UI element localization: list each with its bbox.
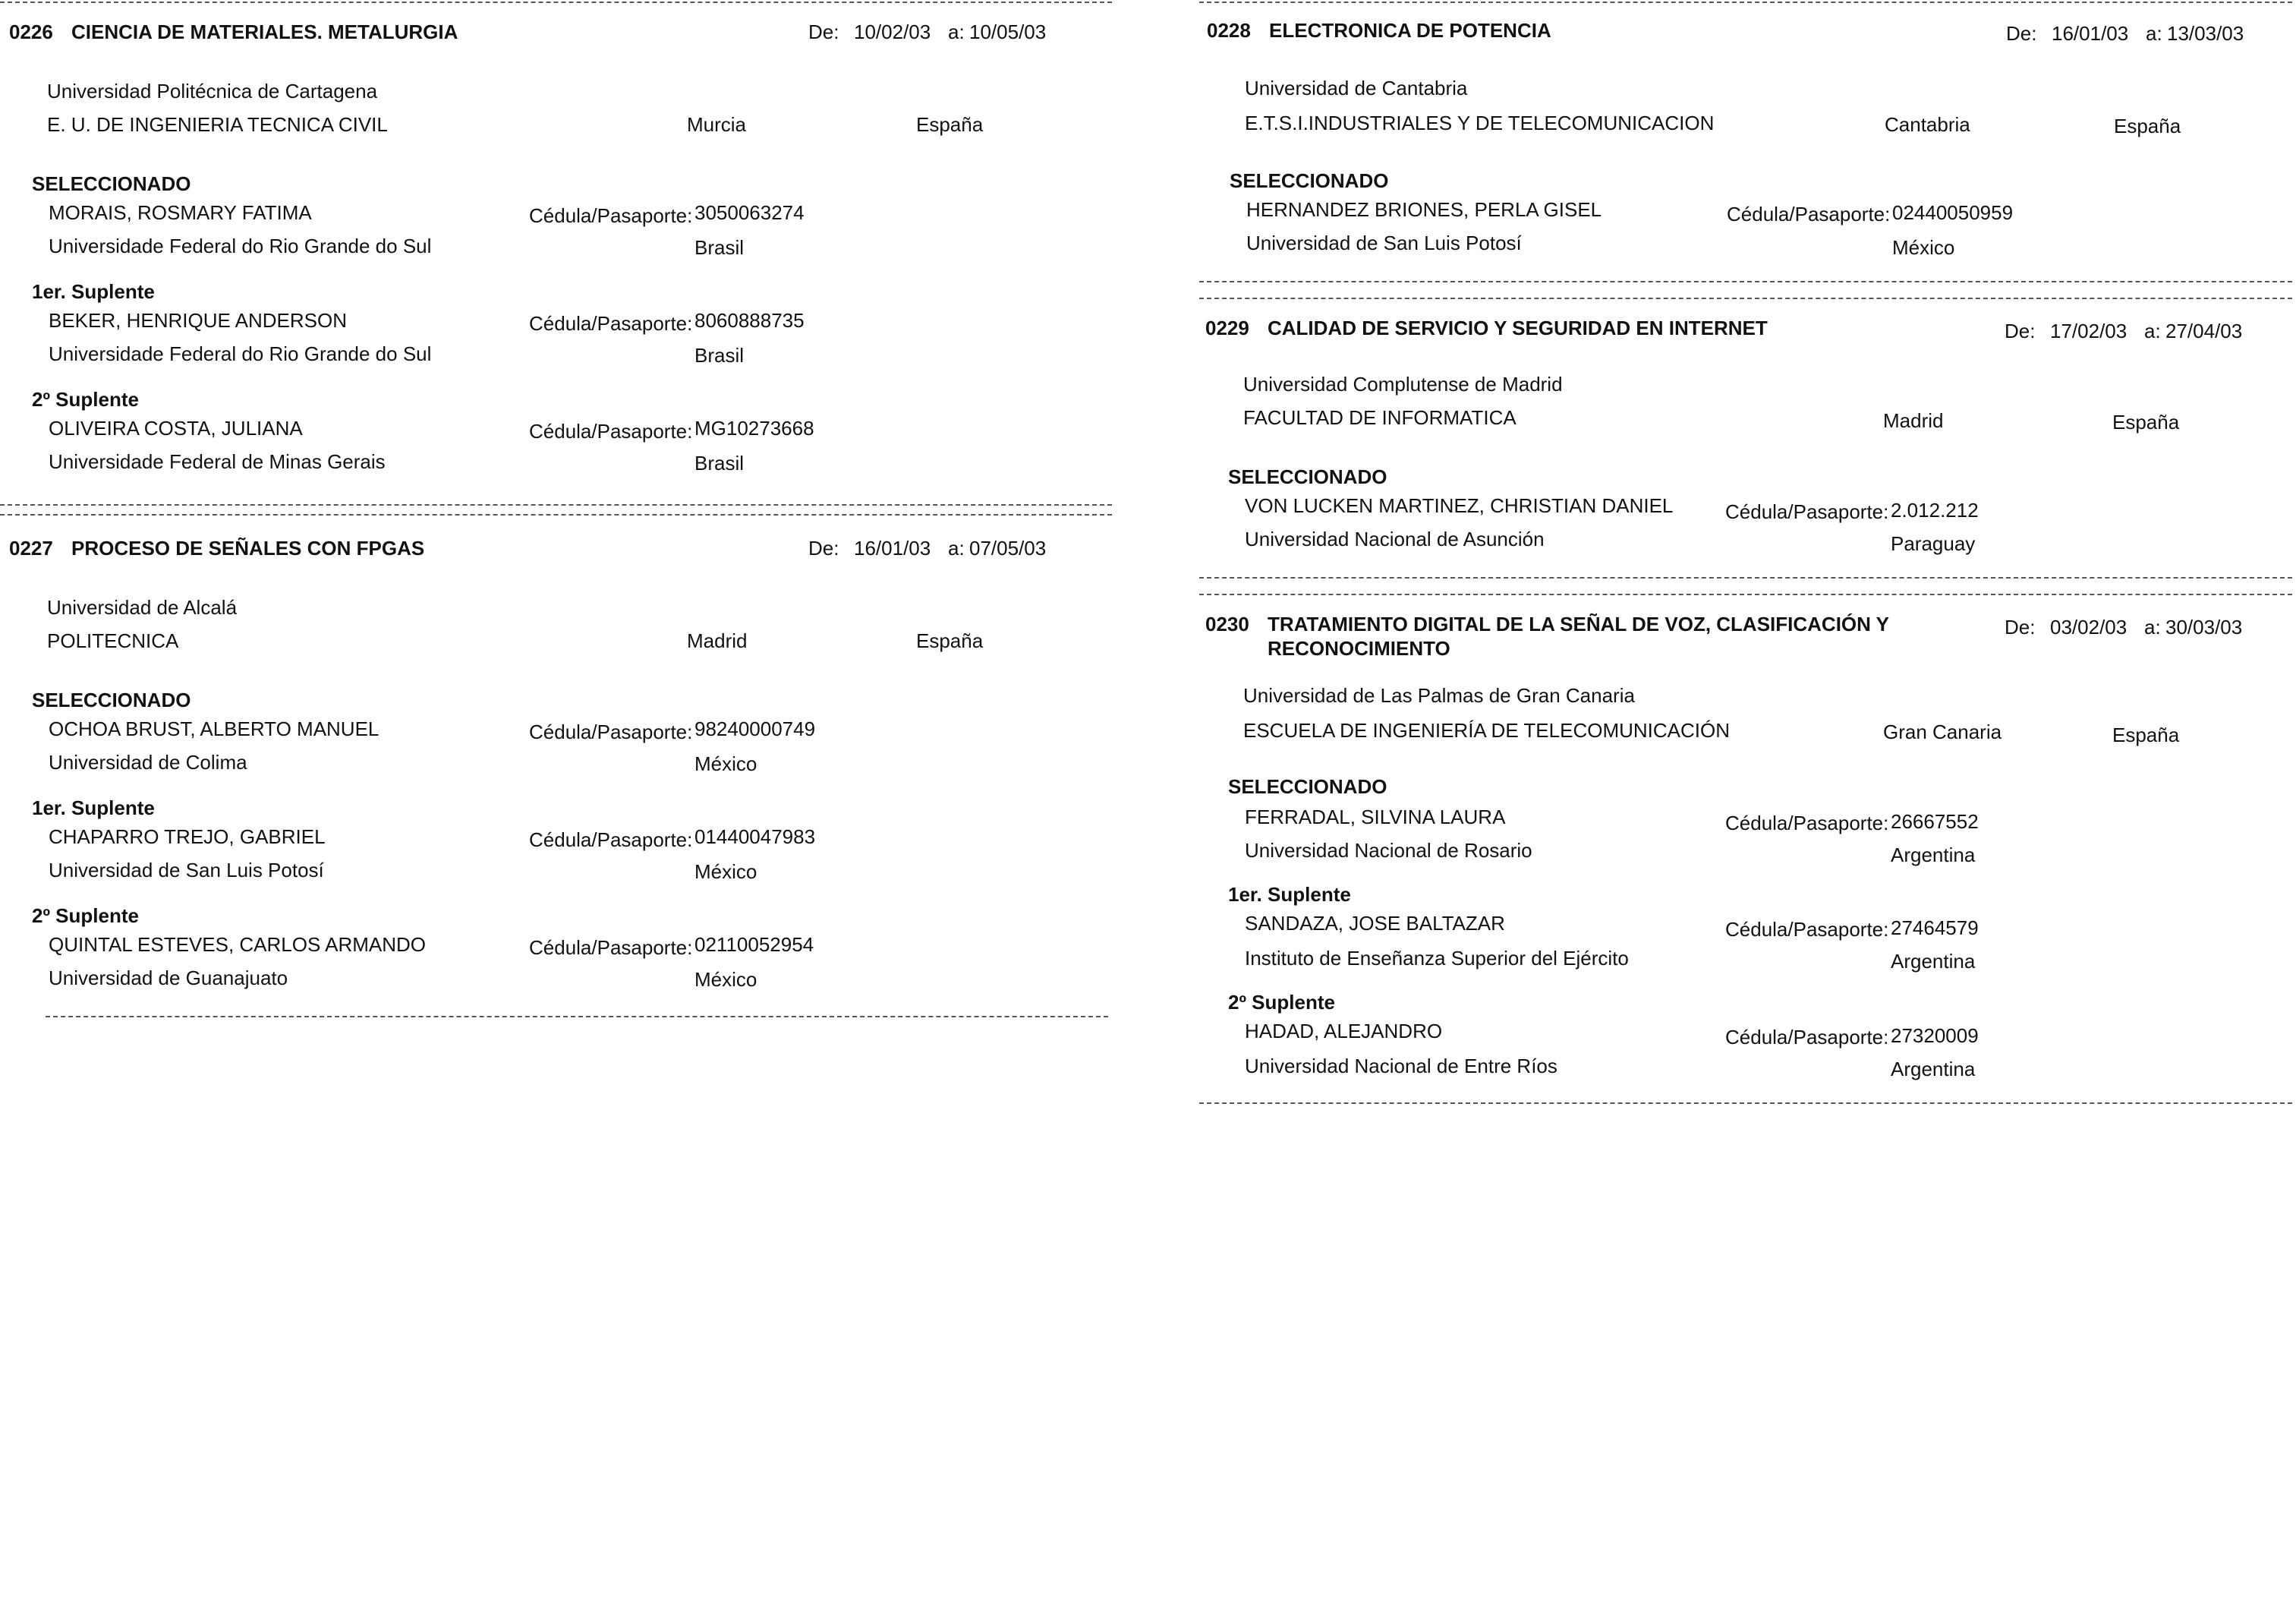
person-id: 26667552 [1891,810,1979,833]
person-name: HADAD, ALEJANDRO [1245,1020,1443,1042]
person-university: Universidad de San Luis Potosí [1246,232,1522,254]
id-label: Cédula/Pasaporte: [529,312,693,335]
separator-line [1199,594,2292,595]
person-name: SANDAZA, JOSE BALTAZAR [1245,912,1505,935]
id-label: Cédula/Pasaporte: [529,204,693,227]
person-nationality: Argentina [1891,950,1976,973]
role-selected: SELECCIONADO [32,172,191,195]
host-city: Gran Canaria [1883,721,2002,743]
person-name: CHAPARRO TREJO, GABRIEL [49,825,326,848]
person-id: MG10273668 [694,417,814,440]
host-country: España [916,113,984,136]
course-code: 0230 [1205,613,1249,635]
separator-line [1199,281,2292,282]
from-date: 03/02/03 [2050,616,2128,639]
host-university: Universidad Complutense de Madrid [1243,373,1563,396]
person-id: 02440050959 [1892,201,2014,224]
course-code: 0228 [1207,19,1251,42]
course-title: TRATAMIENTO DIGITAL DE LA SEÑAL DE VOZ, CLASIFICACIÓN Y RECONOCIMIENTO [1268,613,1889,660]
separator-line [46,1016,1108,1017]
person-nationality: Brasil [694,452,745,475]
to-date: 10/05/03 [969,20,1047,43]
person-university: Universidad Nacional de Asunción [1245,528,1545,550]
from-date: 17/02/03 [2050,320,2128,342]
to-label: a: [948,20,965,43]
host-city: Madrid [687,629,748,652]
id-label: Cédula/Pasaporte: [529,828,693,851]
from-label: De: [2005,616,2036,639]
to-date: 07/05/03 [969,537,1047,560]
person-id: 8060888735 [694,309,805,332]
to-label: a: [948,537,965,560]
to-date: 27/04/03 [2165,320,2243,342]
host-school: E.T.S.I.INDUSTRIALES Y DE TELECOMUNICACION [1245,112,1715,134]
person-university: Universidade Federal de Minas Gerais [49,450,386,473]
role-substitute-1: 1er. Suplente [1228,883,1351,906]
host-city: Murcia [687,113,747,136]
course-title: CALIDAD DE SERVICIO Y SEGURIDAD EN INTERNET [1268,317,1768,339]
id-label: Cédula/Pasaporte: [1725,812,1889,834]
person-nationality: México [694,860,757,883]
person-nationality: Paraguay [1891,532,1976,555]
host-country: España [916,629,984,652]
id-label: Cédula/Pasaporte: [529,936,693,959]
host-country: España [2114,115,2181,137]
person-university: Universidad Nacional de Rosario [1245,839,1532,862]
host-school: ESCUELA DE INGENIERÍA DE TELECOMUNICACIÓN [1243,719,1730,742]
role-substitute-1: 1er. Suplente [32,796,155,819]
id-label: Cédula/Pasaporte: [529,420,693,443]
person-university: Universidade Federal do Rio Grande do Sul [49,235,432,257]
from-label: De: [808,537,839,560]
separator-line [1199,1102,2292,1104]
from-date: 10/02/03 [854,20,931,43]
person-nationality: Brasil [694,236,745,259]
person-nationality: México [694,968,757,991]
to-date: 13/03/03 [2167,22,2244,45]
host-country: España [2112,411,2180,434]
host-university: Universidad de Cantabria [1245,77,1468,99]
person-name: MORAIS, ROSMARY FATIMA [49,201,312,224]
person-university: Instituto de Enseñanza Superior del Ejército [1245,947,1629,970]
person-id: 98240000749 [694,717,816,740]
id-label: Cédula/Pasaporte: [1727,203,1891,225]
id-label: Cédula/Pasaporte: [1725,918,1889,941]
role-substitute-1: 1er. Suplente [32,280,155,303]
person-nationality: Argentina [1891,844,1976,866]
person-nationality: Argentina [1891,1058,1976,1080]
role-selected: SELECCIONADO [1228,775,1387,798]
id-label: Cédula/Pasaporte: [529,721,693,743]
host-university: Universidad de Alcalá [47,596,238,619]
role-substitute-2: 2º Suplente [1228,991,1335,1014]
id-label: Cédula/Pasaporte: [1725,1026,1889,1049]
to-label: a: [2144,616,2161,639]
host-university: Universidad Politécnica de Cartagena [47,80,378,102]
person-name: OCHOA BRUST, ALBERTO MANUEL [49,717,380,740]
person-name: QUINTAL ESTEVES, CARLOS ARMANDO [49,933,426,956]
to-label: a: [2146,22,2162,45]
host-city: Cantabria [1885,113,1970,136]
separator-line [1199,577,2292,579]
role-selected: SELECCIONADO [1230,169,1389,192]
separator-line [1199,298,2292,299]
person-id: 27320009 [1891,1024,1979,1047]
course-title: PROCESO DE SEÑALES CON FPGAS [71,537,425,560]
role-substitute-2: 2º Suplente [32,904,139,927]
role-selected: SELECCIONADO [32,689,191,711]
from-label: De: [2005,320,2036,342]
to-date: 30/03/03 [2165,616,2243,639]
course-title: CIENCIA DE MATERIALES. METALURGIA [71,20,458,43]
person-university: Universidad de Colima [49,751,247,774]
from-label: De: [2006,22,2037,45]
host-school: POLITECNICA [47,629,179,652]
person-nationality: México [694,752,757,775]
id-label: Cédula/Pasaporte: [1725,500,1889,523]
host-country: España [2112,724,2180,746]
person-name: FERRADAL, SILVINA LAURA [1245,806,1506,828]
person-nationality: Brasil [694,344,745,367]
role-substitute-2: 2º Suplente [32,388,139,411]
person-id: 01440047983 [694,825,816,848]
host-school: E. U. DE INGENIERIA TECNICA CIVIL [47,113,388,136]
person-name: OLIVEIRA COSTA, JULIANA [49,417,303,440]
person-university: Universidad Nacional de Entre Ríos [1245,1055,1557,1077]
course-code: 0227 [9,537,53,560]
person-name: BEKER, HENRIQUE ANDERSON [49,309,347,332]
separator-line [1199,2,2292,3]
course-code: 0229 [1205,317,1249,339]
person-university: Universidad de Guanajuato [49,967,288,989]
to-label: a: [2144,320,2161,342]
course-title: ELECTRONICA DE POTENCIA [1269,19,1551,42]
separator-line [0,2,1112,3]
person-id: 02110052954 [694,933,814,956]
person-university: Universidad de San Luis Potosí [49,859,324,881]
separator-line [0,514,1112,516]
person-name: VON LUCKEN MARTINEZ, CHRISTIAN DANIEL [1245,494,1674,517]
person-nationality: México [1892,236,1955,259]
role-selected: SELECCIONADO [1228,465,1387,488]
person-id: 2.012.212 [1891,499,1979,522]
person-university: Universidade Federal do Rio Grande do Sul [49,342,432,365]
host-school: FACULTAD DE INFORMATICA [1243,406,1516,429]
from-date: 16/01/03 [854,537,931,560]
from-label: De: [808,20,839,43]
separator-line [0,504,1112,506]
host-city: Madrid [1883,409,1944,432]
from-date: 16/01/03 [2052,22,2129,45]
course-code: 0226 [9,20,53,43]
person-id: 27464579 [1891,916,1979,939]
person-name: HERNANDEZ BRIONES, PERLA GISEL [1246,198,1602,221]
host-university: Universidad de Las Palmas de Gran Canaria [1243,684,1635,707]
person-id: 3050063274 [694,201,805,224]
